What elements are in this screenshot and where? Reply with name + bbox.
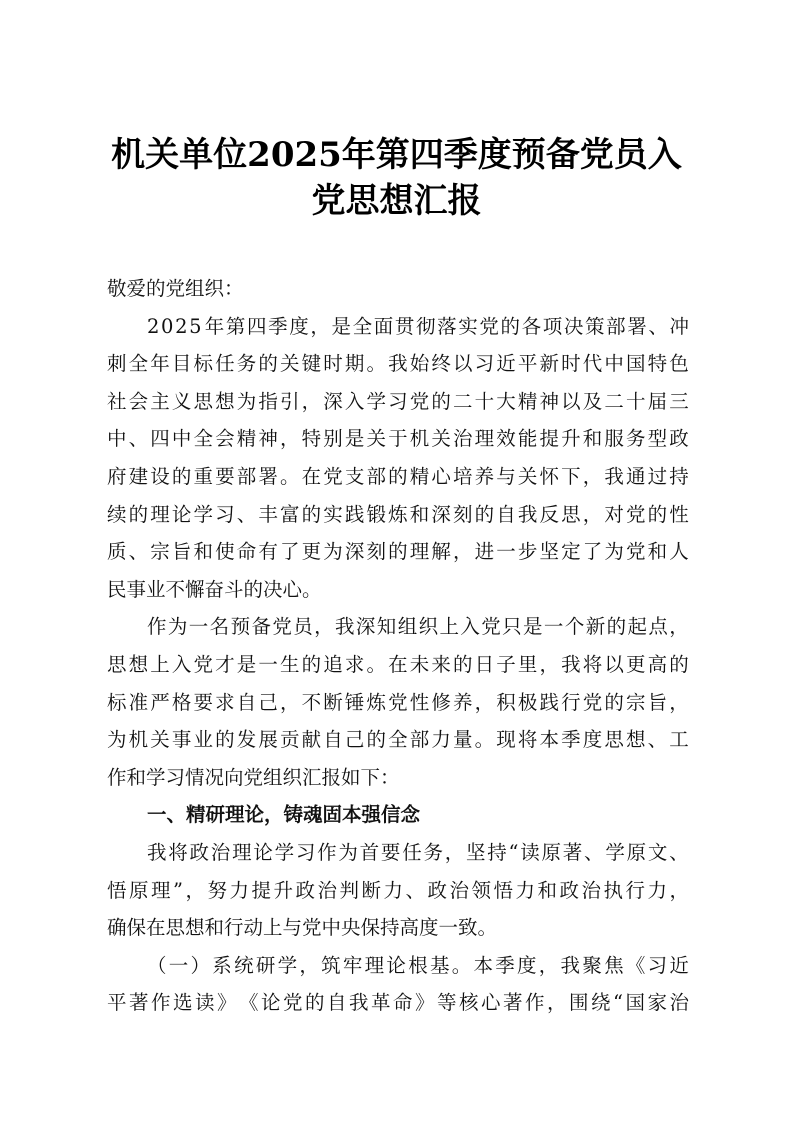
body-line: 我 将 政 治 理 论 学 习 作 为 首 要 任 务 ， 坚 持 “ 读 原 著 、 学 原 文 、: [147, 840, 689, 864]
body-line: 标 准 严 格 要 求 自 己 ， 不 断 锤 炼 党 性 修 养 ， 积 极 践 行 党 的 宗 旨 ，: [107, 690, 689, 714]
document-body: [107, 270, 689, 1022]
body-line: 为 机 关 事 业 的 发 展 贡 献 自 己 的 全 部 力 量 。 现 将 本 季 度 思 想 、 工: [107, 728, 689, 752]
body-line: 悟 原 理 ” ， 努 力 提 升 政 治 判 断 力 、 政 治 领 悟 力 和 政 治 执 行 力 ，: [107, 878, 689, 902]
body-line: 平 著 作 选 读 》 《 论 党 的 自 我 革 命 》 等 核 心 著 作 ， 围 绕 “ 国 家 治: [107, 991, 689, 1015]
title-line-2: 党思想汇报: [311, 181, 482, 221]
body-line: 作 为 一 名 预 备 党 员 ， 我 深 知 组 织 上 入 党 只 是 一 个 新 的 起 点 ，: [147, 615, 689, 639]
body-line: 社 会 主 义 思 想 为 指 引 ， 深 入 学 习 党 的 二 十 大 精 神 以 及 二 十 届 三: [107, 389, 689, 413]
body-line: 质 、 宗 旨 和 使 命 有 了 更 为 深 刻 的 理 解 ， 进 一 步 坚 定 了 为 党 和 人: [107, 540, 689, 564]
body-lines: [107, 308, 689, 1022]
section-heading: 一、精研理论，铸魂固本强信念: [147, 803, 421, 827]
body-line: 2 0 2 5 年 第 四 季 度 ， 是 全 面 贯 彻 落 实 党 的 各 项 决 策 部 署 、 冲: [147, 314, 689, 338]
salutation: 敬爱的党组织：: [107, 277, 244, 300]
body-line: 确保在思想和行动上与党中央保持高度一致。: [107, 916, 498, 940]
body-line: （ 一 ） 系 统 研 学 ， 筑 牢 理 论 根 基 。 本 季 度 ， 我 聚 焦 《 习 近: [147, 953, 689, 977]
body-line: 续 的 理 论 学 习 、 丰 富 的 实 践 锻 炼 和 深 刻 的 自 我 反 思 ， 对 党 的 性: [107, 502, 689, 526]
body-line: 中 、 四 中 全 会 精 神 ， 特 别 是 关 于 机 关 治 理 效 能 提 升 和 服 务 型 政: [107, 427, 689, 451]
title-line-1: 机关单位2025年第四季度预备党员入: [111, 135, 682, 175]
body-line: 民事业不懈奋斗的决心。: [107, 577, 322, 601]
document-title: [60, 132, 733, 224]
body-line: 刺 全 年 目 标 任 务 的 关 键 时 期 。 我 始 终 以 习 近 平 新 时 代 中 国 特 色: [107, 352, 689, 376]
body-line: 作和学习情况向党组织汇报如下：: [107, 765, 400, 789]
body-line: 思 想 上 入 党 才 是 一 生 的 追 求 。 在 未 来 的 日 子 里 ， 我 将 以 更 高 的: [107, 652, 689, 676]
body-line: 府 建 设 的 重 要 部 署 。 在 党 支 部 的 精 心 培 养 与 关 怀 下 ， 我 通 过 持: [107, 464, 689, 488]
